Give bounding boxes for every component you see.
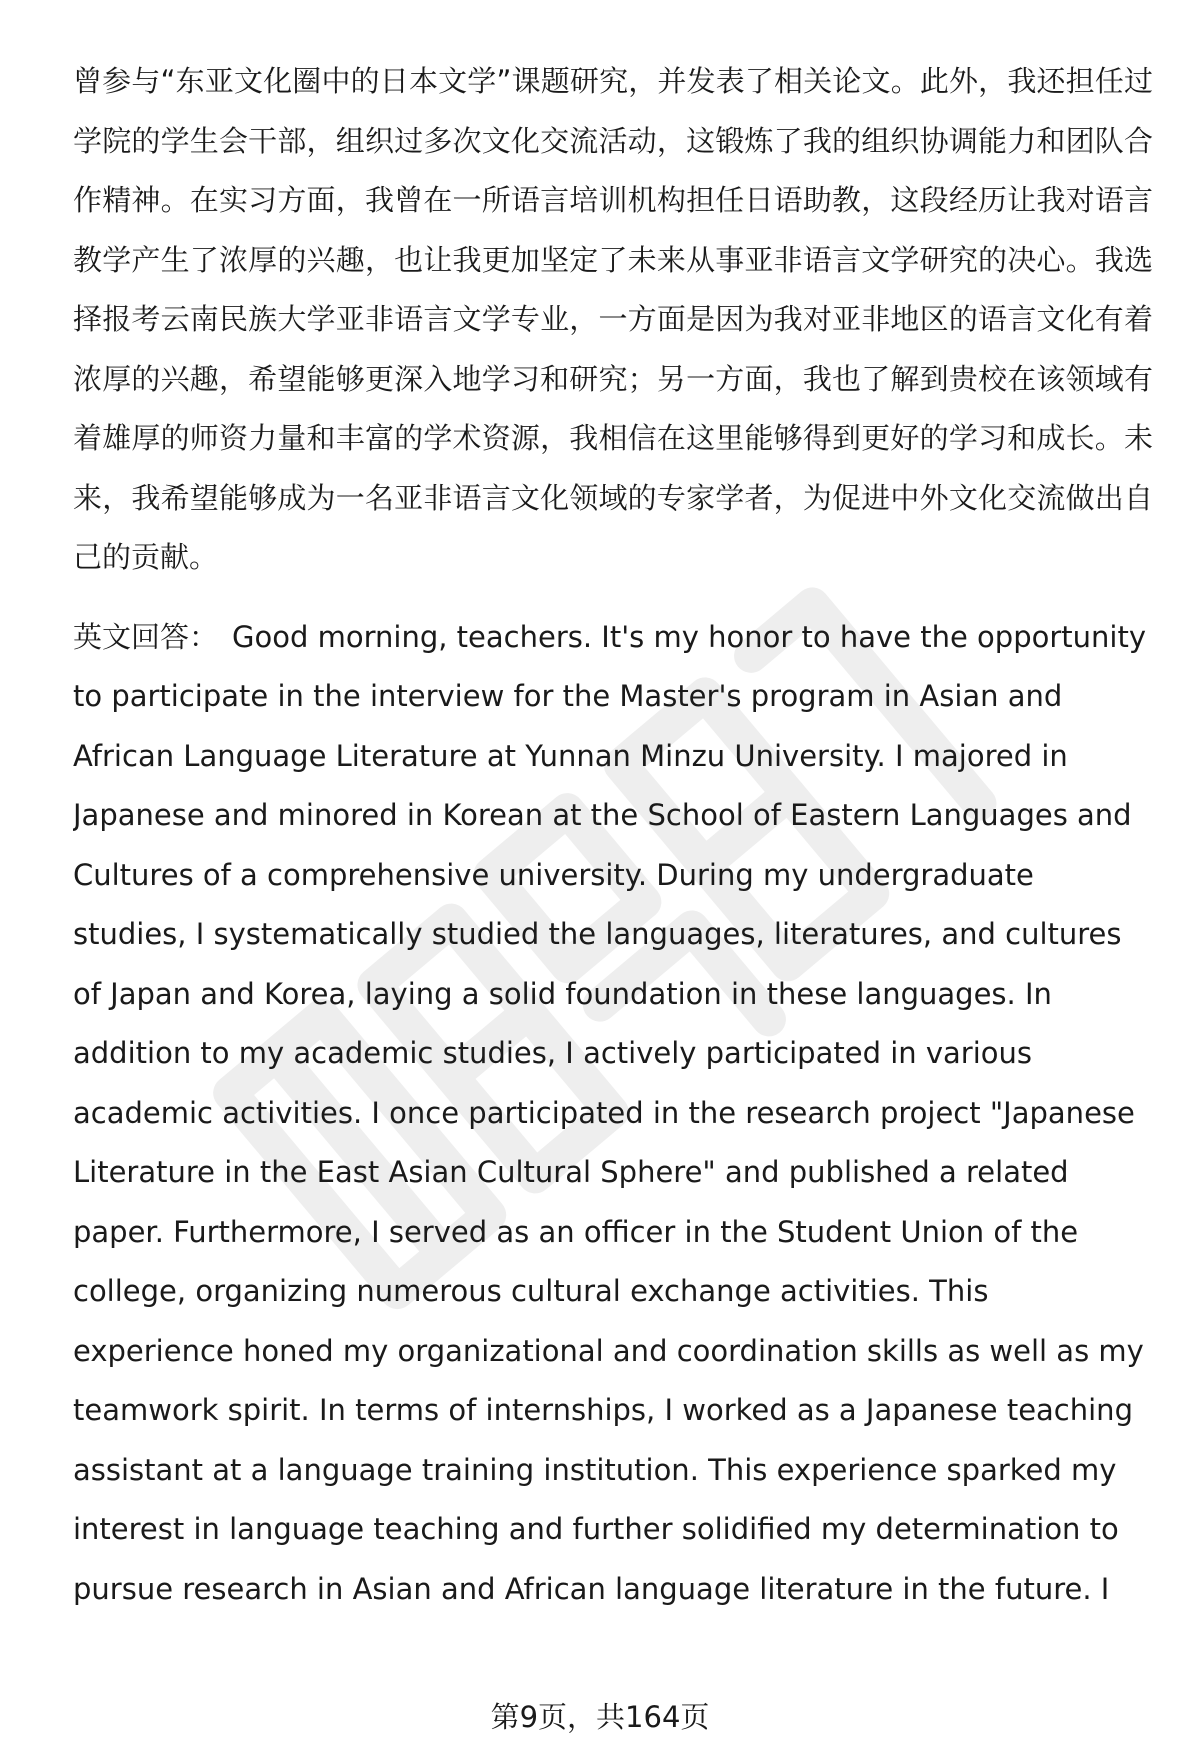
english-answer-text: Good morning, teachers. It's my honor to have the opportunity to participate in the interview for the Master's program in Asian and African Language Literature at Yunnan Minzu University. I majored in Japanese and minored in Korean at the School of Eastern Languages and Cultures of a comprehensive university. During my undergraduate studies, I systematically studied the languages, literatures, and cultures of Japan and Korea, laying a solid foundation in these languages. In addition to my academic studies, I actively participated in various academic activities. I once participated in the research project "Japanese Literature in the East Asian Cultural Sphere" and published a related paper. Furthermore, I served as an officer in the Student Union of the college, organizing numerous cultural exchange activities. This experience honed my organizational and coordination skills as well as my teamwork spirit. In terms of internships, I worked as a Japanese teaching assistant at a language training institution. This experience sparked my interest in language teaching and further solidified my determination to pursue research in Asian and African language literature in the future. I <box>73 619 1146 1606</box>
document-body <box>73 52 1153 1620</box>
english-answer-paragraph <box>73 608 1153 1620</box>
chinese-paragraph: 曾参与“东亚文化圈中的日本文学”课题研究，并发表了相关论文。此外，我还担任过学院的学生会干部，组织过多次文化交流活动，这锻炼了我的组织协调能力和团队合作精神。在实习方面，我曾在一所语言培训机构担任日语助教，这段经历让我对语言教学产生了浓厚的兴趣，也让我更加坚定了未来从事亚非语言文学研究的决心。我选择报考云南民族大学亚非语言文学专业，一方面是因为我对亚非地区的语言文化有着浓厚的兴趣，希望能够更深入地学习和研究；另一方面，我也了解到贵校在该领域有着雄厚的师资力量和丰富的学术资源，我相信在这里能够得到更好的学习和成长。未来，我希望能够成为一名亚非语言文化领域的专家学者，为促进中外文化交流做出自己的贡献。 <box>73 64 1153 574</box>
english-answer-label: 英文回答： <box>73 619 219 654</box>
page-number-footer: 第9页，共164页 <box>490 1700 710 1734</box>
